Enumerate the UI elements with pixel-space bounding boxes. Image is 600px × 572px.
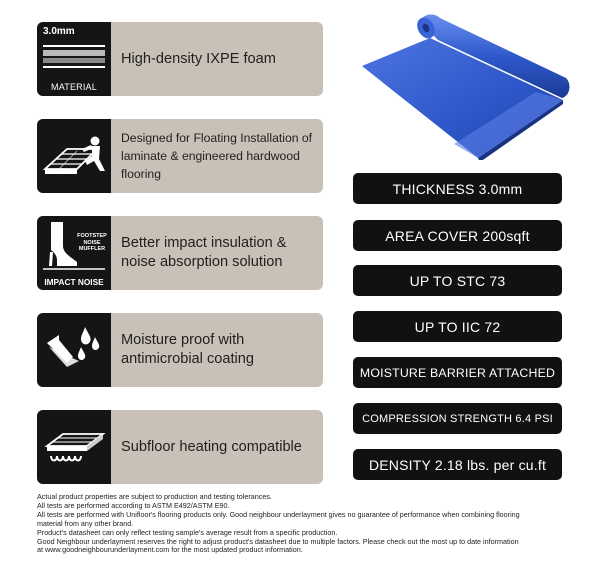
feature-card-floating <box>37 119 323 193</box>
spec-density: DENSITY 2.18 lbs. per cu.ft <box>353 449 562 480</box>
floor-heating-icon <box>37 410 111 484</box>
feature-text: Moisture proof with antimicrobial coating <box>121 332 255 367</box>
disclaimer-line: Product's datasheet can only reflect testing sample's average result from a specific production. <box>37 527 338 537</box>
footstep-muffler-label: FOOTSTEP NOISE MUFFLER <box>77 233 107 252</box>
disclaimer-line: material from any other brand. <box>37 518 134 528</box>
moisture-drops-icon <box>37 313 111 387</box>
underlayment-roll-image <box>358 12 573 160</box>
foam-layer-icon <box>37 22 111 96</box>
feature-text: Better impact insulation & noise absorption solution <box>121 235 287 270</box>
disclaimer-line: at www.goodneighbourunderlayment.com for the most updated product information. <box>37 545 303 555</box>
thickness-label: 3.0mm <box>43 26 75 37</box>
impact-noise-label: IMPACT NOISE <box>44 277 104 287</box>
feature-text: Designed for Floating Installation of laminate & engineered hardwood flooring <box>121 131 313 181</box>
spec-area-cover: AREA COVER 200sqft <box>353 220 562 251</box>
feature-card-impact <box>37 216 323 290</box>
disclaimer-line: Good Neighbour underlayment reserves the right to adjust product's datasheet due to multiple factors. Please check out the most up to date information <box>37 536 519 546</box>
spec-stc: UP TO STC 73 <box>353 265 562 296</box>
spec-thickness: THICKNESS 3.0mm <box>353 173 562 204</box>
spec-moisture-barrier: MOISTURE BARRIER ATTACHED <box>353 357 562 388</box>
high-heel-icon <box>37 216 111 290</box>
feature-text: High-density IXPE foam <box>121 50 276 67</box>
spec-compression-strength: COMPRESSION STRENGTH 6.4 PSI <box>353 403 562 434</box>
feature-card-heating <box>37 410 323 484</box>
feature-text: Subfloor heating compatible <box>121 438 302 455</box>
disclaimer <box>37 493 567 555</box>
disclaimer-line: All tests are performed with Unifloor's flooring products only. Good neighbour underlayment gives no guarantee of performance when combining flooring <box>37 509 520 519</box>
disclaimer-line: All tests are performed according to ASTM E492/ASTM E90. <box>37 500 230 510</box>
material-label: MATERIAL <box>51 82 97 92</box>
spec-iic: UP TO IIC 72 <box>353 311 562 342</box>
feature-card-moisture <box>37 313 323 387</box>
feature-card-material <box>37 22 323 96</box>
disclaimer-line: Actual product properties are subject to production and testing tolerances. <box>37 492 272 501</box>
installer-floor-icon <box>37 119 111 193</box>
